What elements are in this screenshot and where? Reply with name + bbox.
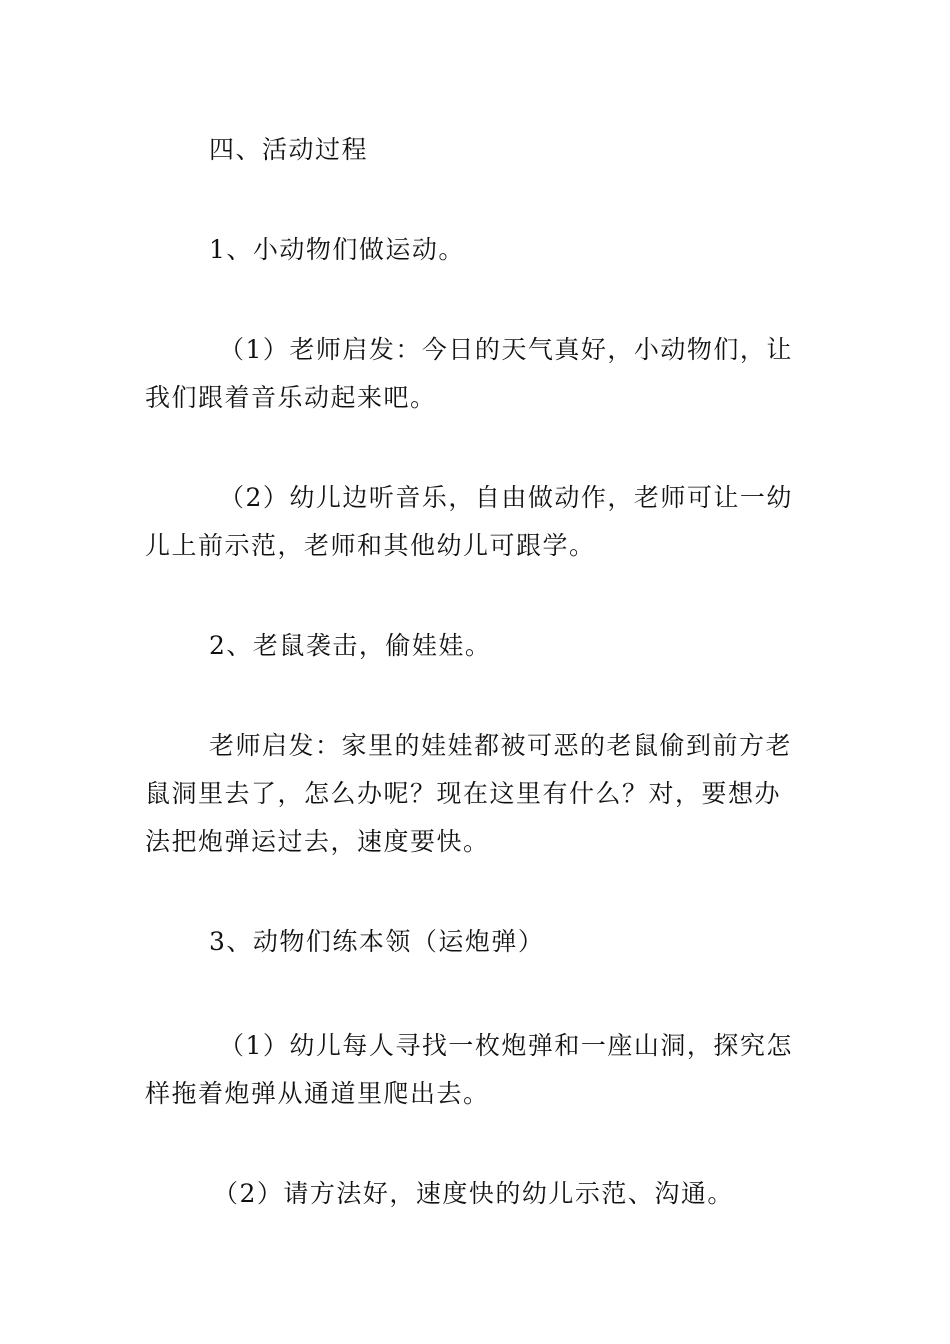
paragraph: （2）幼儿边听音乐，自由做动作，老师可让一幼儿上前示范，老师和其他幼儿可跟学。: [145, 483, 793, 560]
step-heading-3: 3、动物们练本领（运炮弹）: [209, 927, 545, 956]
paragraph: 老师启发：家里的娃娃都被可恶的老鼠偷到前方老鼠洞里去了，怎么办呢？现在这里有什么？对，要想办法把炮弹运过去，速度要快。: [145, 731, 793, 856]
section-heading: 四、活动过程: [209, 135, 369, 164]
paragraph: （1）幼儿每人寻找一枚炮弹和一座山洞，探究怎样拖着炮弹从通道里爬出去。: [145, 1031, 793, 1108]
step-heading-1: 1、小动物们做运动。: [209, 235, 465, 264]
paragraph: （1）老师启发：今日的天气真好，小动物们，让我们跟着音乐动起来吧。: [145, 335, 793, 412]
step-heading-2: 2、老鼠袭击，偷娃娃。: [209, 631, 492, 660]
paragraph: （2）请方法好，速度快的幼儿示范、沟通。: [213, 1179, 734, 1208]
